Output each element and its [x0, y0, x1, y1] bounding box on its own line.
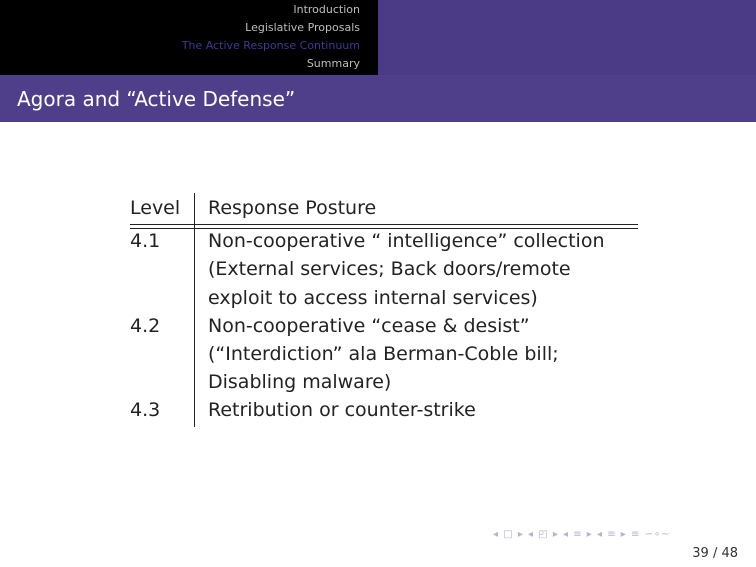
header-rule-top [130, 224, 638, 225]
row-4-3-line-1: Retribution or counter-strike [208, 399, 476, 421]
section-navigation [0, 0, 378, 75]
response-posture-table [130, 193, 638, 427]
nav-section-summary[interactable]: Summary [306, 57, 360, 70]
row-4-2-line-2: (“Interdiction” ala Berman-Coble bill; [208, 343, 559, 365]
row-level-4-2: 4.2 [130, 315, 161, 337]
headline-bar [0, 0, 756, 75]
frame-title-bar [0, 75, 756, 122]
nav-section-introduction[interactable]: Introduction [293, 3, 360, 16]
frame-title: Agora and “Active Defense” [17, 87, 296, 111]
header-response-posture: Response Posture [208, 197, 377, 219]
header-level: Level [130, 197, 181, 219]
page-number: 39 / 48 [692, 546, 738, 561]
beamer-navigation-icons[interactable]: ◂ □ ▸ ◂ ◰ ▸ ◂ ≡ ▸ ◂ ≡ ▸ ≡ ∽∘∼ [493, 529, 671, 540]
headline-right-panel [378, 0, 756, 75]
row-4-1-line-3: exploit to access internal services) [208, 287, 538, 309]
row-4-2-line-1: Non-cooperative “cease & desist” [208, 315, 530, 337]
nav-section-active-response-continuum[interactable]: The Active Response Continuum [181, 39, 360, 52]
row-4-1-line-1: Non-cooperative “ intelligence” collection [208, 230, 605, 252]
row-level-4-3: 4.3 [130, 399, 161, 421]
row-4-2-line-3: Disabling malware) [208, 371, 392, 393]
nav-section-legislative-proposals[interactable]: Legislative Proposals [245, 21, 360, 34]
row-4-1-line-2: (External services; Back doors/remote [208, 258, 571, 280]
row-level-4-1: 4.1 [130, 230, 161, 252]
